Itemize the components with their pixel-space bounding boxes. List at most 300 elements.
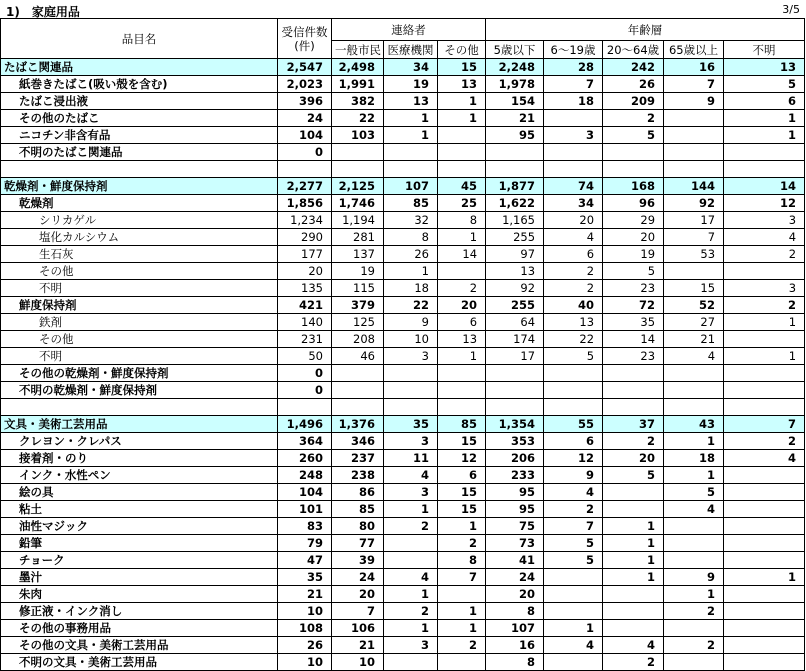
value-cell [724, 161, 805, 178]
value-cell: 75 [486, 518, 544, 535]
value-cell: 15 [438, 484, 486, 501]
table-row [1, 93, 805, 110]
value-cell: 290 [278, 229, 332, 246]
value-cell [724, 365, 805, 382]
value-cell: 1 [664, 467, 724, 484]
table-row [1, 314, 805, 331]
value-cell: 1,877 [486, 178, 544, 195]
value-cell: 107 [486, 620, 544, 637]
value-cell [664, 535, 724, 552]
value-cell: 5 [603, 263, 664, 280]
value-cell: 6 [438, 314, 486, 331]
value-cell: 1 [438, 110, 486, 127]
value-cell: 2 [544, 280, 603, 297]
value-cell: 3 [724, 280, 805, 297]
value-cell [664, 399, 724, 416]
value-cell [603, 161, 664, 178]
value-cell: 1,856 [278, 195, 332, 212]
value-cell [664, 263, 724, 280]
value-cell: 14 [603, 331, 664, 348]
value-cell [724, 586, 805, 603]
value-cell: 23 [603, 280, 664, 297]
value-cell: 4 [664, 348, 724, 365]
value-cell: 34 [544, 195, 603, 212]
value-cell: 13 [438, 331, 486, 348]
value-cell: 97 [486, 246, 544, 263]
value-cell: 10 [278, 654, 332, 671]
value-cell: 50 [278, 348, 332, 365]
value-cell: 12 [724, 195, 805, 212]
value-cell: 281 [332, 229, 384, 246]
value-cell: 209 [603, 93, 664, 110]
value-cell: 8 [384, 229, 438, 246]
table-row [1, 433, 805, 450]
item-name: その他のたばこ [1, 110, 278, 127]
value-cell [603, 603, 664, 620]
table-row [1, 331, 805, 348]
value-cell: 1 [603, 552, 664, 569]
value-cell [544, 365, 603, 382]
value-cell: 25 [438, 195, 486, 212]
col-header-age-20-64: 20～64歳 [603, 41, 664, 59]
item-name: 不明のたばこ関連品 [1, 144, 278, 161]
table-row [1, 382, 805, 399]
value-cell [724, 144, 805, 161]
value-cell: 3 [384, 348, 438, 365]
value-cell: 10 [332, 654, 384, 671]
value-cell [384, 654, 438, 671]
value-cell [332, 161, 384, 178]
value-cell: 26 [603, 76, 664, 93]
item-name: たばこ関連品 [1, 59, 278, 76]
value-cell: 21 [278, 586, 332, 603]
table-row [1, 76, 805, 93]
value-cell: 168 [603, 178, 664, 195]
value-cell [438, 399, 486, 416]
value-cell [438, 586, 486, 603]
value-cell: 1 [438, 518, 486, 535]
value-cell: 9 [384, 314, 438, 331]
value-cell: 1 [664, 433, 724, 450]
value-cell [724, 654, 805, 671]
value-cell [486, 399, 544, 416]
table-row [1, 263, 805, 280]
item-name: インク・水性ペン [1, 467, 278, 484]
value-cell: 6 [544, 433, 603, 450]
value-cell [544, 586, 603, 603]
value-cell: 9 [664, 93, 724, 110]
value-cell [664, 552, 724, 569]
value-cell: 3 [724, 212, 805, 229]
value-cell: 1,165 [486, 212, 544, 229]
value-cell: 15 [438, 501, 486, 518]
value-cell [724, 552, 805, 569]
value-cell: 231 [278, 331, 332, 348]
value-cell: 4 [544, 229, 603, 246]
value-cell: 22 [332, 110, 384, 127]
value-cell: 85 [332, 501, 384, 518]
item-name: その他の事務用品 [1, 620, 278, 637]
value-cell: 1 [384, 127, 438, 144]
value-cell: 86 [332, 484, 384, 501]
table-row [1, 637, 805, 654]
value-cell [664, 144, 724, 161]
value-cell: 3 [384, 484, 438, 501]
value-cell: 20 [278, 263, 332, 280]
value-cell: 1 [438, 93, 486, 110]
item-name: その他の文具・美術工芸用品 [1, 637, 278, 654]
item-name: 接着剤・のり [1, 450, 278, 467]
value-cell [724, 484, 805, 501]
value-cell: 20 [486, 586, 544, 603]
value-cell: 2,125 [332, 178, 384, 195]
value-cell: 0 [278, 144, 332, 161]
section-title: 1) 家庭用品 [6, 5, 80, 19]
value-cell: 4 [384, 467, 438, 484]
value-cell: 2 [438, 637, 486, 654]
value-cell: 35 [603, 314, 664, 331]
value-cell: 379 [332, 297, 384, 314]
value-cell: 2,248 [486, 59, 544, 76]
table-row [1, 501, 805, 518]
value-cell: 45 [438, 178, 486, 195]
value-cell: 13 [724, 59, 805, 76]
value-cell: 52 [664, 297, 724, 314]
value-cell [724, 467, 805, 484]
value-cell: 5 [724, 76, 805, 93]
table-row [1, 535, 805, 552]
value-cell: 9 [544, 467, 603, 484]
col-header-received-line2: (件) [294, 38, 315, 53]
value-cell: 154 [486, 93, 544, 110]
value-cell: 46 [332, 348, 384, 365]
value-cell [384, 161, 438, 178]
value-cell: 1 [384, 263, 438, 280]
value-cell [664, 382, 724, 399]
value-cell: 396 [278, 93, 332, 110]
value-cell [384, 382, 438, 399]
value-cell: 2 [544, 501, 603, 518]
value-cell: 2 [724, 297, 805, 314]
col-header-age-under5: 5歳以下 [486, 41, 544, 59]
table-row [1, 603, 805, 620]
value-cell: 4 [724, 450, 805, 467]
value-cell: 2,498 [332, 59, 384, 76]
value-cell: 32 [384, 212, 438, 229]
value-cell: 4 [724, 229, 805, 246]
value-cell: 7 [664, 229, 724, 246]
value-cell: 1,234 [278, 212, 332, 229]
value-cell: 15 [438, 59, 486, 76]
value-cell: 20 [603, 229, 664, 246]
value-cell: 104 [278, 484, 332, 501]
value-cell: 14 [438, 246, 486, 263]
value-cell: 17 [486, 348, 544, 365]
item-name: 修正液・インク消し [1, 603, 278, 620]
table-row [1, 110, 805, 127]
value-cell: 2 [664, 637, 724, 654]
value-cell: 41 [486, 552, 544, 569]
value-cell: 8 [486, 603, 544, 620]
report-header [0, 0, 806, 18]
value-cell: 1 [438, 229, 486, 246]
value-cell: 5 [664, 484, 724, 501]
value-cell: 35 [384, 416, 438, 433]
col-group-age: 年齢層 [486, 19, 805, 41]
table-body [1, 59, 805, 671]
value-cell: 13 [544, 314, 603, 331]
value-cell: 20 [603, 450, 664, 467]
value-cell: 47 [278, 552, 332, 569]
value-cell: 95 [486, 484, 544, 501]
value-cell [603, 365, 664, 382]
value-cell: 29 [603, 212, 664, 229]
value-cell: 353 [486, 433, 544, 450]
spacer-row [1, 399, 805, 416]
value-cell: 2 [544, 263, 603, 280]
value-cell: 24 [332, 569, 384, 586]
value-cell: 1 [438, 620, 486, 637]
value-cell: 1,978 [486, 76, 544, 93]
value-cell: 4 [544, 637, 603, 654]
value-cell [438, 161, 486, 178]
table-row [1, 484, 805, 501]
value-cell: 2 [438, 535, 486, 552]
value-cell: 80 [332, 518, 384, 535]
value-cell: 106 [332, 620, 384, 637]
value-cell: 24 [486, 569, 544, 586]
value-cell: 2,023 [278, 76, 332, 93]
value-cell: 43 [664, 416, 724, 433]
value-cell [603, 399, 664, 416]
item-name: その他 [1, 331, 278, 348]
value-cell: 2 [384, 603, 438, 620]
item-name: 墨汁 [1, 569, 278, 586]
value-cell: 5 [603, 467, 664, 484]
value-cell: 140 [278, 314, 332, 331]
value-cell: 125 [332, 314, 384, 331]
value-cell: 83 [278, 518, 332, 535]
value-cell: 95 [486, 127, 544, 144]
value-cell: 6 [724, 93, 805, 110]
value-cell: 19 [603, 246, 664, 263]
value-cell: 103 [332, 127, 384, 144]
value-cell: 2 [603, 433, 664, 450]
value-cell: 1 [384, 501, 438, 518]
value-cell: 96 [603, 195, 664, 212]
value-cell [544, 382, 603, 399]
value-cell [438, 365, 486, 382]
value-cell: 137 [332, 246, 384, 263]
value-cell: 26 [384, 246, 438, 263]
value-cell [603, 484, 664, 501]
value-cell: 20 [332, 586, 384, 603]
value-cell: 85 [438, 416, 486, 433]
table-row [1, 552, 805, 569]
col-header-age-6-19: 6～19歳 [544, 41, 603, 59]
value-cell: 1 [603, 535, 664, 552]
value-cell [724, 535, 805, 552]
value-cell: 108 [278, 620, 332, 637]
value-cell: 1,354 [486, 416, 544, 433]
value-cell [438, 144, 486, 161]
value-cell [332, 382, 384, 399]
value-cell: 26 [278, 637, 332, 654]
value-cell: 1 [724, 314, 805, 331]
value-cell [664, 127, 724, 144]
value-cell: 11 [384, 450, 438, 467]
value-cell: 107 [384, 178, 438, 195]
item-name: たばこ浸出液 [1, 93, 278, 110]
item-name: 鉛筆 [1, 535, 278, 552]
value-cell: 92 [486, 280, 544, 297]
col-header-received-line1: 受信件数 [281, 24, 328, 39]
item-name: 不明 [1, 348, 278, 365]
value-cell: 4 [664, 501, 724, 518]
col-group-contact: 連絡者 [332, 19, 486, 41]
value-cell [384, 144, 438, 161]
value-cell: 35 [278, 569, 332, 586]
value-cell [332, 399, 384, 416]
value-cell: 21 [486, 110, 544, 127]
table-row [1, 467, 805, 484]
item-name: その他 [1, 263, 278, 280]
value-cell [544, 110, 603, 127]
value-cell: 18 [664, 450, 724, 467]
value-cell: 23 [603, 348, 664, 365]
value-cell [486, 161, 544, 178]
value-cell: 2 [603, 654, 664, 671]
value-cell: 10 [278, 603, 332, 620]
value-cell [486, 365, 544, 382]
value-cell [603, 144, 664, 161]
value-cell: 7 [724, 416, 805, 433]
value-cell: 24 [278, 110, 332, 127]
item-name: 文具・美術工芸用品 [1, 416, 278, 433]
item-name: シリカゲル [1, 212, 278, 229]
value-cell [544, 603, 603, 620]
value-cell: 255 [486, 297, 544, 314]
value-cell: 237 [332, 450, 384, 467]
value-cell: 13 [384, 93, 438, 110]
spacer-row [1, 161, 805, 178]
value-cell: 7 [664, 76, 724, 93]
value-cell: 5 [544, 348, 603, 365]
value-cell: 2 [603, 110, 664, 127]
value-cell [724, 263, 805, 280]
value-cell: 1 [438, 603, 486, 620]
value-cell: 21 [332, 637, 384, 654]
item-name: 紙巻きたばこ(吸い殻を含む) [1, 76, 278, 93]
value-cell: 174 [486, 331, 544, 348]
value-cell: 0 [278, 365, 332, 382]
value-cell [724, 637, 805, 654]
value-cell: 1,376 [332, 416, 384, 433]
value-cell [544, 569, 603, 586]
value-cell: 1 [724, 569, 805, 586]
item-name: 不明 [1, 280, 278, 297]
value-cell: 1 [384, 586, 438, 603]
value-cell: 1,991 [332, 76, 384, 93]
value-cell: 1 [603, 569, 664, 586]
table-row [1, 229, 805, 246]
value-cell [384, 535, 438, 552]
value-cell: 72 [603, 297, 664, 314]
value-cell: 73 [486, 535, 544, 552]
value-cell: 1 [384, 110, 438, 127]
value-cell: 206 [486, 450, 544, 467]
item-name: 生石灰 [1, 246, 278, 263]
value-cell: 0 [278, 382, 332, 399]
value-cell [438, 654, 486, 671]
value-cell: 238 [332, 467, 384, 484]
value-cell: 18 [384, 280, 438, 297]
value-cell: 13 [438, 76, 486, 93]
item-name: 鉄剤 [1, 314, 278, 331]
value-cell: 1 [724, 348, 805, 365]
value-cell: 20 [544, 212, 603, 229]
value-cell: 34 [384, 59, 438, 76]
value-cell: 1,746 [332, 195, 384, 212]
value-cell: 7 [544, 518, 603, 535]
value-cell: 85 [384, 195, 438, 212]
item-name [1, 161, 278, 178]
table-row [1, 127, 805, 144]
item-name: 朱肉 [1, 586, 278, 603]
statistics-table [0, 18, 805, 671]
value-cell: 1 [384, 620, 438, 637]
value-cell: 144 [664, 178, 724, 195]
value-cell: 248 [278, 467, 332, 484]
value-cell: 135 [278, 280, 332, 297]
value-cell: 39 [332, 552, 384, 569]
value-cell: 233 [486, 467, 544, 484]
value-cell [603, 620, 664, 637]
item-name: 塩化カルシウム [1, 229, 278, 246]
value-cell [724, 603, 805, 620]
value-cell: 13 [486, 263, 544, 280]
item-name: ニコチン非含有品 [1, 127, 278, 144]
table-row [1, 144, 805, 161]
value-cell: 1 [544, 620, 603, 637]
value-cell: 6 [544, 246, 603, 263]
value-cell: 104 [278, 127, 332, 144]
value-cell [603, 501, 664, 518]
value-cell: 22 [544, 331, 603, 348]
value-cell: 1 [724, 110, 805, 127]
value-cell: 2 [384, 518, 438, 535]
value-cell: 14 [724, 178, 805, 195]
col-header-contact-public: 一般市民 [332, 41, 384, 59]
value-cell [664, 161, 724, 178]
value-cell [384, 365, 438, 382]
value-cell: 8 [438, 212, 486, 229]
value-cell: 15 [664, 280, 724, 297]
value-cell: 242 [603, 59, 664, 76]
value-cell: 2 [724, 433, 805, 450]
item-name: チョーク [1, 552, 278, 569]
category-row [1, 416, 805, 433]
col-header-name: 品目名 [1, 19, 278, 59]
value-cell: 4 [603, 637, 664, 654]
value-cell: 18 [544, 93, 603, 110]
value-cell [603, 586, 664, 603]
value-cell: 8 [486, 654, 544, 671]
value-cell [724, 620, 805, 637]
value-cell: 37 [603, 416, 664, 433]
col-header-contact-medical: 医療機関 [384, 41, 438, 59]
col-header-age-65plus: 65歳以上 [664, 41, 724, 59]
